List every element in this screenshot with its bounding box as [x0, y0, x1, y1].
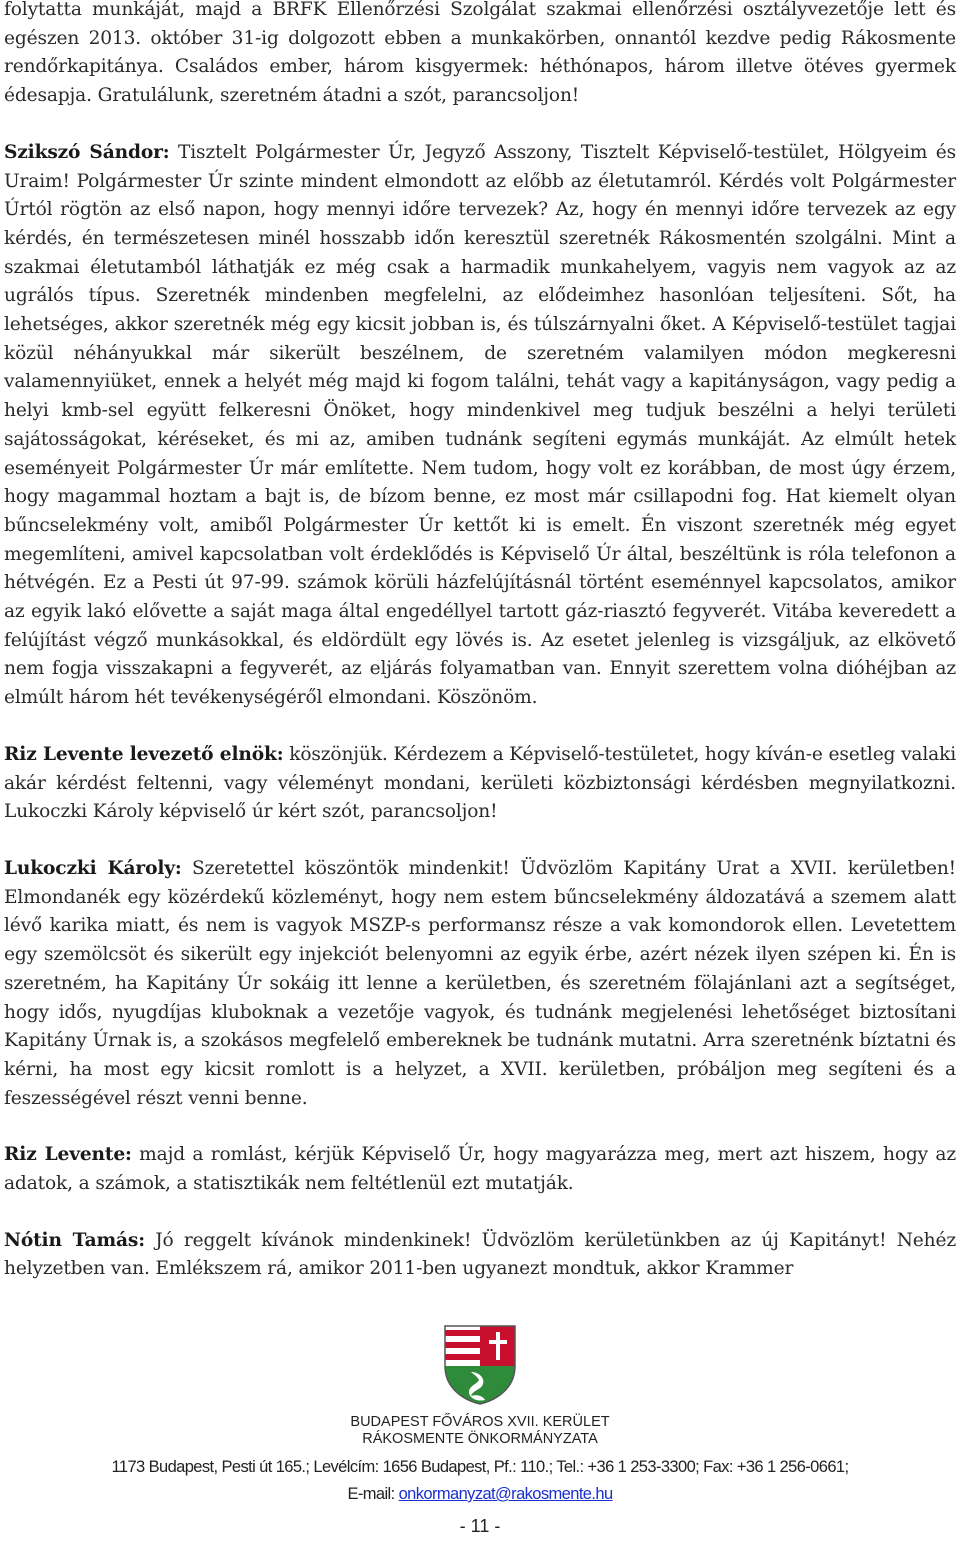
paragraph-text: folytatta munkáját, majd a BRFK Ellenőrzési Szolgálat szakmai ellenőrzési osztályvezetője lett és egészen 2013. október 31-ig dolgozott ebben a munkakörben, onnantól kezdve pedig Rákosmente rendőrkapitánya. Családos ember, három kisgyermek: héthónapos, három illetve ötéves gyermek édesapja. Gratulálunk, szeretném átadni a szót, parancsoljon!	[4, 0, 956, 107]
institution-line-1: BUDAPEST FŐVÁROS XVII. KERÜLET	[350, 1414, 610, 1430]
body-paragraph-intro	[4, 0, 956, 111]
speech-riz-levente	[4, 1141, 956, 1198]
speaker-name: Nótin Tamás:	[4, 1229, 145, 1251]
speech-riz-levente-chair	[4, 741, 956, 827]
speaker-name: Riz Levente:	[4, 1144, 132, 1166]
speech-szikszo-sandor	[4, 139, 956, 713]
speaker-name: Lukoczki Károly:	[4, 857, 182, 879]
speech-notin-tamas	[4, 1227, 956, 1284]
institution-name	[0, 1414, 960, 1448]
page-footer	[0, 1322, 960, 1537]
speech-text: majd a romlást, kérjük Képviselő Úr, hogy magyarázza meg, mert azt hiszem, hogy az adatok, a számok, a statisztikák nem feltétlenül ezt mutatják.	[4, 1144, 956, 1195]
speech-text: Tisztelt Polgármester Úr, Jegyző Asszony, Tisztelt Képviselő-testület, Hölgyeim és Uraim! Polgármester Úr szinte mindent elmondott az előbb az életutamról. Kérdés volt Polgármester Úrtól rögtön az első napon, hogy mennyi időre tervezek? Az, hogy én mennyi időre tervezek az egy kérdés, én természetesen minél hosszabb időn keresztül szeretnék Rákosmentén szolgálni. Mint a szakmai életutamból láthatják ez még csak a harmadik munkahelyem, vagyis nem vagyok az az ugrálós típus. Szeretnék mindenben megfelelni, az elődeimhez hasonlóan teljesíteni. Sőt, ha lehetséges, akkor szeretnék még egy kicsit jobban is, és túlszárnyalni őket. A Képviselő-testület tagjai közül néhányukkal már sikerült beszélnem, de szeretném valamilyen módon megkeresni valamennyiüket, ennek a helyét még majd ki fogom találni, tehát vagy a kapitányságon, vagy pedig a helyi kmb-sel együtt felkeresni Önöket, hogy mindenkivel meg tudjuk beszélni a helyi területi sajátosságokat, kéréseket, és mi az, amiben tudnánk segíteni egymás munkáját. Az elmúlt hetek eseményeit Polgármester Úr már említette. Nem tudom, hogy volt ez korábban, de most úgy érzem, hogy magammal hoztam a bajt is, de bízom benne, ez most már csillapodni fog. Hat kiemelt olyan bűncselekmény volt, amiből Polgármester Úr kettőt ki is emelt. Én viszont szeretnék még egyet megemlíteni, amivel kapcsolatban volt érdeklődés is Képviselő Úr által, beszéltünk is róla telefonon a hétvégén. Ez a Pesti út 97-99. számok körüli házfelújításnál történt eseménnyel kapcsolatos, amikor az egyik lakó elővette a saját maga által engedéllyel tartott gáz-riasztó fegyverét. Vitába keveredett a felújítást végző munkásokkal, és eldördült egy lövés is. Az esetet jelenleg is vizsgáljuk, az elkövető nem fogja visszakapni a fegyverét, az eljárás folyamatban van. Ennyit szerettem volna dióhéjban az elmúlt három hét tevékenységéről elmondani. Köszönöm.	[4, 141, 956, 709]
speech-text: köszönjük. Kérdezem a Képviselő-testületet, hogy kíván-e esetleg valaki akár kérdést feltenni, vagy véleményt mondani, kerületi közbiztonsági kérdésben megnyilatkozni. Lukoczki Károly képviselő úr kért szót, parancsoljon!	[4, 743, 957, 823]
contact-block	[0, 1454, 960, 1508]
district-coat-of-arms-icon	[441, 1322, 519, 1406]
speech-lukoczki-karoly	[4, 855, 956, 1113]
institution-line-2: RÁKOSMENTE ÖNKORMÁNYZATA	[362, 1431, 598, 1447]
speaker-name: Riz Levente levezető elnök:	[4, 743, 284, 765]
email-link[interactable]: onkormanyzat@rakosmente.hu	[398, 1485, 613, 1503]
page-number: - 11 -	[459, 1516, 501, 1536]
email-line	[0, 1481, 960, 1508]
speech-text: Szeretettel köszöntök mindenkit! Üdvözlöm Kapitány Urat a XVII. kerületben! Elmondanék egy közérdekű közleményt, hogy nem estem bűncselekmény áldozatává a szemem alatt lévő karika miatt, és nem is vagyok MSZP-s performansz része a vak komondorok ellen. Levetettem egy szemölcsöt és sikerült egy injekciót belenyomni az egyik érbe, azért nézek ilyen szépen ki. Én is szeretném, ha Kapitány Úr sokáig itt lenne a kerületben, és szeretném fölajánlani azt a segítséget, hogy idős, nyugdíjas kluboknak a vezetője vagyok, és tudnánk megjelenési lehetőséget biztosítani Kapitány Úrnak is, a szokásos megfelelő embereknek be tudnánk mutatni. Arra szeretnénk bíztatni és kérni, ha most egy kicsit romlott is a helyzet, a XVII. kerületben, próbáljon meg segíteni és a feszességével részt venni benne.	[4, 857, 956, 1109]
email-label: E-mail:	[347, 1485, 399, 1503]
address-line: 1173 Budapest, Pesti út 165.; Levélcím: 1656 Budapest, Pf.: 110.; Tel.: +36 1 253-3300; Fax: +36 1 256-0661;	[111, 1458, 849, 1476]
speech-text: Jó reggelt kívánok mindenkinek! Üdvözlöm kerületünkben az új Kapitányt! Nehéz helyzetben van. Emlékszem rá, amikor 2011-ben ugyanezt mondtuk, akkor Krammer	[4, 1229, 956, 1280]
speaker-name: Szikszó Sándor:	[4, 141, 170, 163]
